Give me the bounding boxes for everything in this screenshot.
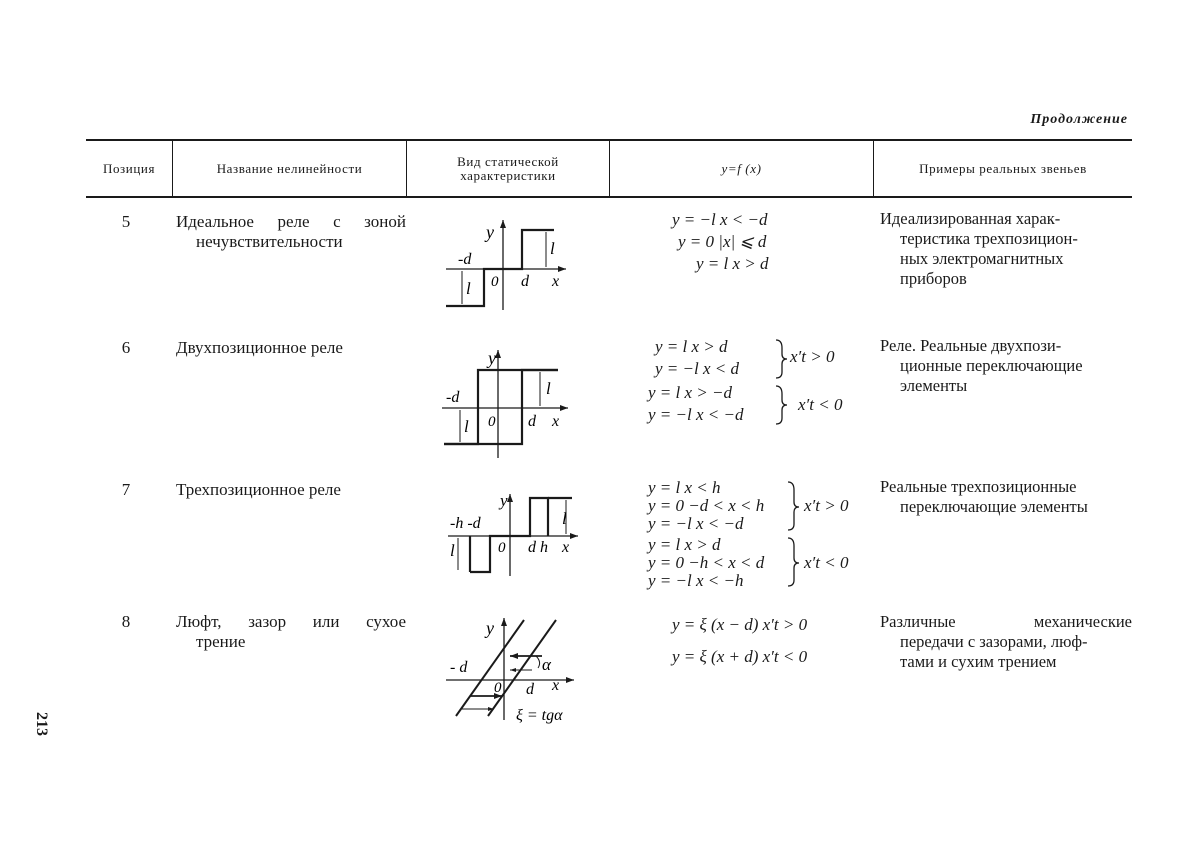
name-line: Двухпозиционное реле [176, 338, 343, 357]
name-line: трение [196, 632, 246, 651]
name-line: Люфт, зазор или сухое [176, 612, 406, 631]
example-line: передачи с зазорами, люф- [900, 632, 1088, 651]
equation: y = −l x < −h [648, 571, 744, 590]
header-examples: Примеры реальных звеньев [919, 160, 1087, 176]
equation: y = l x < h [648, 478, 721, 497]
col-divider [406, 141, 407, 196]
x-axis-label: x [552, 273, 560, 290]
example-line: Различные механические [880, 612, 1132, 631]
row-examples [880, 209, 1132, 289]
condition: x′t > 0 [804, 496, 849, 515]
example-line: Реле. Реальные двухпози- [880, 336, 1062, 355]
equation: y = ξ (x − d) x′t > 0 [672, 615, 808, 634]
row-position: 6 [121, 338, 131, 357]
l-label: l [550, 239, 555, 258]
name-line: Идеальное реле с зоной [176, 212, 406, 231]
row-position: 8 [121, 612, 131, 631]
brace [786, 478, 802, 592]
l-label: l [546, 379, 551, 398]
chart-backlash [438, 612, 598, 728]
condition: x′t < 0 [804, 553, 849, 572]
equation: y = 0 |x| ⩽ d [678, 232, 767, 251]
d-label: d [528, 413, 536, 430]
x-axis-label: x [552, 677, 560, 694]
neg-d-label: -d [458, 251, 472, 268]
l-label: l [466, 279, 471, 298]
equation: y = −l x < −d [648, 405, 744, 424]
chart-ideal-relay-dead-zone [436, 214, 576, 314]
origin-label: 0 [488, 414, 496, 430]
equation: y = 0 −h < x < d [648, 553, 765, 572]
example-line: тами и сухим трением [900, 652, 1057, 671]
example-line: элементы [900, 376, 968, 395]
equation: y = l x > d [648, 535, 721, 554]
example-line: теристика трехпозицион- [900, 229, 1078, 248]
equation: y = ξ (x + d) x′t < 0 [672, 647, 808, 666]
example-line: Реальные трехпозиционные [880, 477, 1077, 496]
row-examples [880, 336, 1132, 396]
y-axis-label: y [486, 222, 494, 242]
row-position: 7 [121, 480, 131, 499]
origin-label: 0 [498, 540, 506, 556]
example-line: приборов [900, 269, 967, 288]
d-h-label: d h [528, 539, 548, 556]
row-position: 5 [121, 212, 131, 231]
name-line: Трехпозиционное реле [176, 480, 341, 499]
equation: y = l x > d [655, 337, 728, 356]
row-name [176, 612, 406, 652]
d-label: d [526, 681, 534, 698]
condition: x′t < 0 [798, 395, 843, 414]
equation: y = l x > −d [648, 383, 732, 402]
alpha-label: α [542, 655, 551, 674]
header-bottom-rule [86, 196, 1132, 198]
neg-d-label: - d [450, 659, 468, 676]
row-examples [880, 477, 1132, 517]
example-line: ционные переключающие [900, 356, 1083, 375]
equation: y = −l x < −d [648, 514, 744, 533]
origin-label: 0 [494, 680, 502, 696]
l-label: l [464, 417, 469, 436]
d-label: d [521, 273, 529, 290]
neg-h-d-label: -h -d [450, 515, 481, 532]
neg-d-label: -d [446, 389, 460, 406]
x-axis-label: x [552, 413, 560, 430]
header-name: Название нелинейности [216, 160, 363, 176]
page-number: 213 [33, 712, 50, 736]
row-name [176, 212, 406, 252]
chart-two-position-relay [436, 344, 576, 462]
example-line: Идеализированная харак- [880, 209, 1061, 228]
l-label: l [450, 541, 455, 560]
example-line: ных электромагнитных [900, 249, 1064, 268]
condition: x′t > 0 [790, 347, 835, 366]
row-examples [880, 612, 1132, 672]
equation: y = 0 −d < x < h [648, 496, 765, 515]
y-axis-label: y [488, 348, 496, 368]
header-static-char: Вид статической характеристики [457, 153, 559, 183]
header-function: y=f (x) [721, 160, 762, 176]
origin-label: 0 [491, 274, 499, 290]
name-line: нечувствительности [196, 232, 343, 251]
row-name [176, 338, 406, 358]
equation: y = −l x < d [655, 359, 739, 378]
continuation-label: Продолжение [1030, 112, 1128, 127]
row-name [176, 480, 406, 500]
header-position: Позиция [102, 160, 156, 176]
equation: y = l x > d [696, 254, 769, 273]
xi-formula: ξ = tgα [516, 707, 563, 724]
y-axis-label: y [486, 618, 494, 638]
equation: y = −l x < −d [672, 210, 768, 229]
y-axis-label: y [500, 491, 508, 510]
example-line: переключающие элементы [900, 497, 1088, 516]
l-label: l [562, 509, 567, 528]
x-axis-label: x [562, 539, 570, 556]
chart-three-position-relay [438, 490, 584, 580]
brace [774, 336, 790, 428]
